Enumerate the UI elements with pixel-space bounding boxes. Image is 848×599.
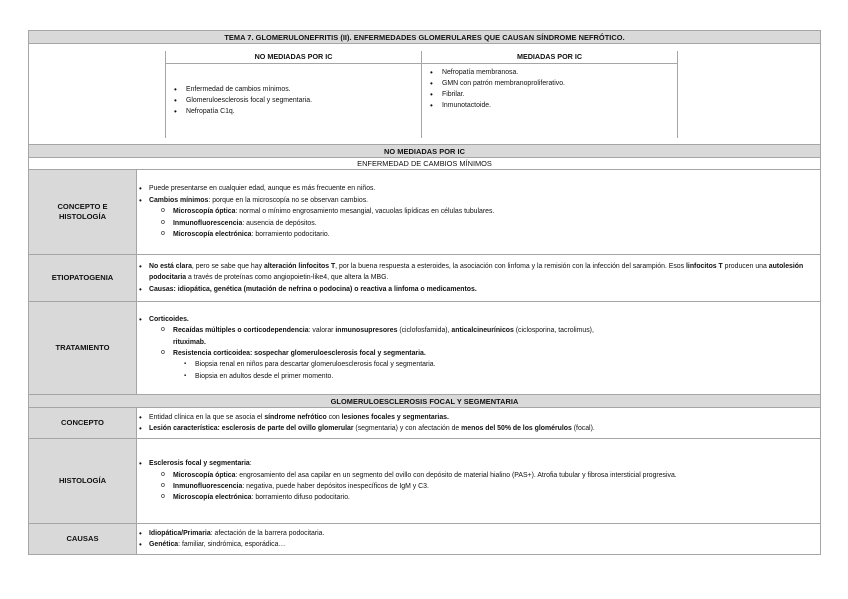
list-item: o Inmunofluorescencia: negativa, puede haber depósitos inespecíficos de IgM y C3. [139, 481, 816, 492]
label-histologia: HISTOLOGÍA [29, 439, 137, 524]
list-item: • Genética: familiar, sindrómica, esporádica… [139, 539, 816, 550]
list-item: • Fibrilar. [428, 89, 673, 100]
content-concepto [137, 408, 821, 439]
label-tratamiento: TRATAMIENTO [29, 302, 137, 395]
list-item: o Recaídas múltiples o corticodependencia: valorar inmunosupresores (ciclofosfamida), anticalcineurínicos (ciclosporina, tacrolimus), rituximab. [139, 325, 816, 348]
list-item: o Microscopía óptica: normal o mínimo engrosamiento mesangial, vacuolas lipídicas en células tubulares. [139, 206, 816, 217]
list-item: o Microscopía electrónica: borramiento podocitario. [139, 229, 816, 240]
list-item: • Entidad clínica en la que se asocia el síndrome nefrótico con lesiones focales y segmentarias. [139, 412, 816, 423]
list-item: • Esclerosis focal y segmentaria: [139, 458, 816, 469]
list-item: • Nefropatía C1q. [172, 106, 417, 117]
content-causas [137, 524, 821, 555]
header-mediadas: MEDIADAS POR IC [422, 51, 678, 64]
header-no-mediadas: NO MEDIADAS POR IC [166, 51, 422, 64]
list-item: • Enfermedad de cambios mínimos. [172, 84, 417, 95]
list-item: • Glomeruloesclerosis focal y segmentaria. [172, 95, 417, 106]
content-tratamiento [137, 302, 821, 395]
label-concepto: CONCEPTO [29, 408, 137, 439]
section-no-mediadas: NO MEDIADAS POR IC [29, 145, 821, 158]
list-item: • Corticoides. [139, 314, 816, 325]
list-item: • Idiopática/Primaria: afectación de la barrera podocitaria. [139, 528, 816, 539]
list-item: • Inmunotactoide. [428, 100, 673, 111]
label-concepto-histologia: CONCEPTO E HISTOLOGÍA [29, 170, 137, 255]
list-no-mediadas [166, 63, 422, 138]
section-cambios-minimos: ENFERMEDAD DE CAMBIOS MÍNIMOS [29, 158, 821, 170]
intro-row [29, 44, 821, 145]
list-item: ▪ Biopsia renal en niños para descartar glomeruloesclerosis focal y segmentaria. [139, 359, 816, 370]
document-title: TEMA 7. GLOMERULONEFRITIS (II). ENFERMEDADES GLOMERULARES QUE CAUSAN SÍNDROME NEFRÓTICO. [29, 31, 821, 44]
label-causas: CAUSAS [29, 524, 137, 555]
list-item: o Resistencia corticoidea: sospechar glomeruloesclerosis focal y segmentaria. [139, 348, 816, 359]
intro-table [165, 51, 678, 138]
list-item: • Cambios mínimos: porque en la microscopía no se observan cambios. [139, 195, 816, 206]
list-item: • No está clara, pero se sabe que hay alteración linfocitos T, por la buena respuesta a esteroides, la asociación con linfoma y la remisión con la infección del sarampión. Esos linfocitos T producen una autolesión podocitaria a través de proteínas como angiopoietin-like4, que altera la MBG. [139, 261, 816, 284]
list-item: o Inmunofluorescencia: ausencia de depósitos. [139, 218, 816, 229]
section-glomeruloesclerosis: GLOMERULOESCLEROSIS FOCAL Y SEGMENTARIA [29, 395, 821, 408]
content-etiopatogenia [137, 255, 821, 302]
main-table [28, 30, 821, 555]
content-concepto-histologia [137, 170, 821, 255]
list-item: • Puede presentarse en cualquier edad, aunque es más frecuente en niños. [139, 183, 816, 194]
label-etiopatogenia: ETIOPATOGENIA [29, 255, 137, 302]
document-page [28, 30, 820, 555]
list-item: ▪ Biopsia en adultos desde el primer momento. [139, 371, 816, 382]
list-item: • Nefropatía membranosa. [428, 67, 673, 78]
content-histologia [137, 439, 821, 524]
list-item: • Causas: idiopática, genética (mutación de nefrina o podocina) o reactiva a linfoma o medicamentos. [139, 284, 816, 295]
list-item: • GMN con patrón membranoproliferativo. [428, 78, 673, 89]
list-item: • Lesión característica: esclerosis de parte del ovillo glomerular (segmentaria) y con afectación de menos del 50% de los glomérulos (focal). [139, 423, 816, 434]
list-mediadas [422, 63, 678, 138]
list-item: o Microscopía óptica: engrosamiento del asa capilar en un segmento del ovillo con depósito de material hialino (PAS+). Atrofia tubular y fibrosa intersticial progresiva. [139, 470, 816, 481]
list-item: o Microscopía electrónica: borramiento difuso podocitario. [139, 492, 816, 503]
